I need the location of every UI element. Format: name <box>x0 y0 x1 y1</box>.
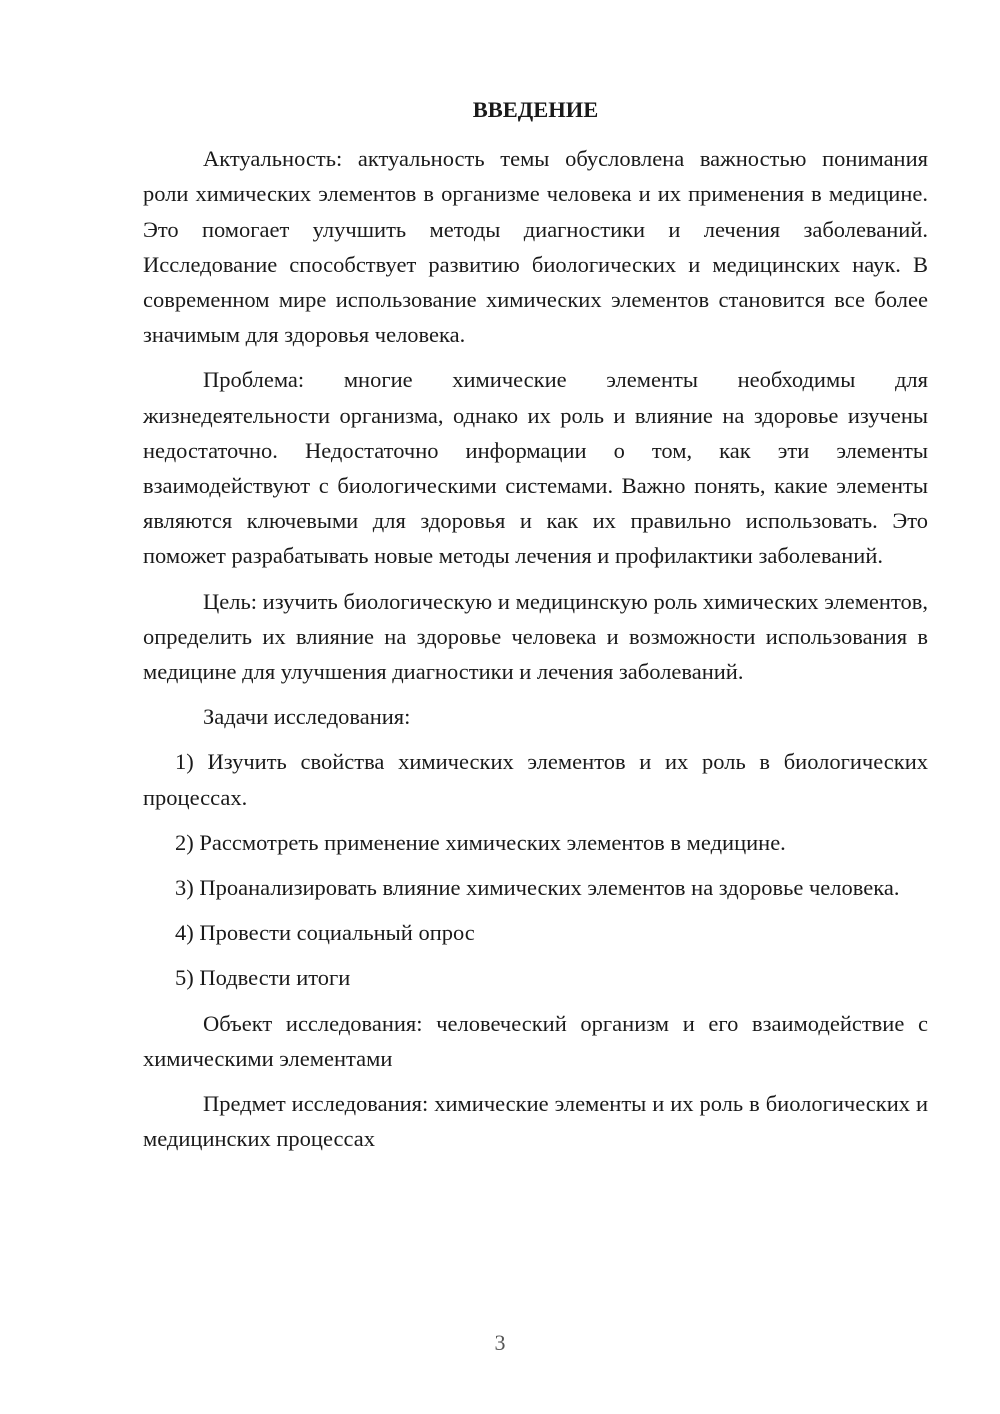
relevance-paragraph: Актуальность: актуальность темы обусловлена важностью понимания роли химических элементов в организме человека и их применения в медицине. Это помогает улучшить методы диагностики и лечения заболеваний. Исследование способствует развитию биологических и медицинских наук. В современном мире использование химических элементов становится все более значимым для здоровья человека. <box>143 146 928 348</box>
tasks-heading: Задачи исследования: <box>203 704 411 730</box>
task-item: 3) Проанализировать влияние химических элементов на здоровье человека. <box>175 875 900 901</box>
task-item: 4) Провести социальный опрос <box>175 920 475 946</box>
task-item: 5) Подвести итоги <box>175 965 351 991</box>
section-heading: ВВЕДЕНИЕ <box>472 97 599 122</box>
subject-paragraph: Предмет исследования: химические элементы и их роль в биологических и медицинских процессах <box>143 1091 928 1152</box>
problem-paragraph: Проблема: многие химические элементы необходимы для жизнедеятельности организма, однако их роль и влияние на здоровье изучены недостаточно. Недостаточно информации о том, как эти элементы взаимодействуют с биологическими системами. Важно понять, какие элементы являются ключевыми для здоровья и как их правильно использовать. Это поможет разрабатывать новые методы лечения и профилактики заболеваний. <box>143 367 928 569</box>
object-paragraph: Объект исследования: человеческий организм и его взаимодействие с химическими элементами <box>143 1010 928 1071</box>
goal-paragraph: Цель: изучить биологическую и медицинскую роль химических элементов, определить их влияние на здоровье человека и возможности использования в медицине для улучшения диагностики и лечения заболеваний. <box>143 588 928 685</box>
page-number: 3 <box>494 1330 506 1355</box>
task-item: 2) Рассмотреть применение химических элементов в медицине. <box>175 829 786 855</box>
task-item: 1) Изучить свойства химических элементов и их роль в биологических процессах. <box>143 749 928 810</box>
document-page <box>143 92 928 1166</box>
